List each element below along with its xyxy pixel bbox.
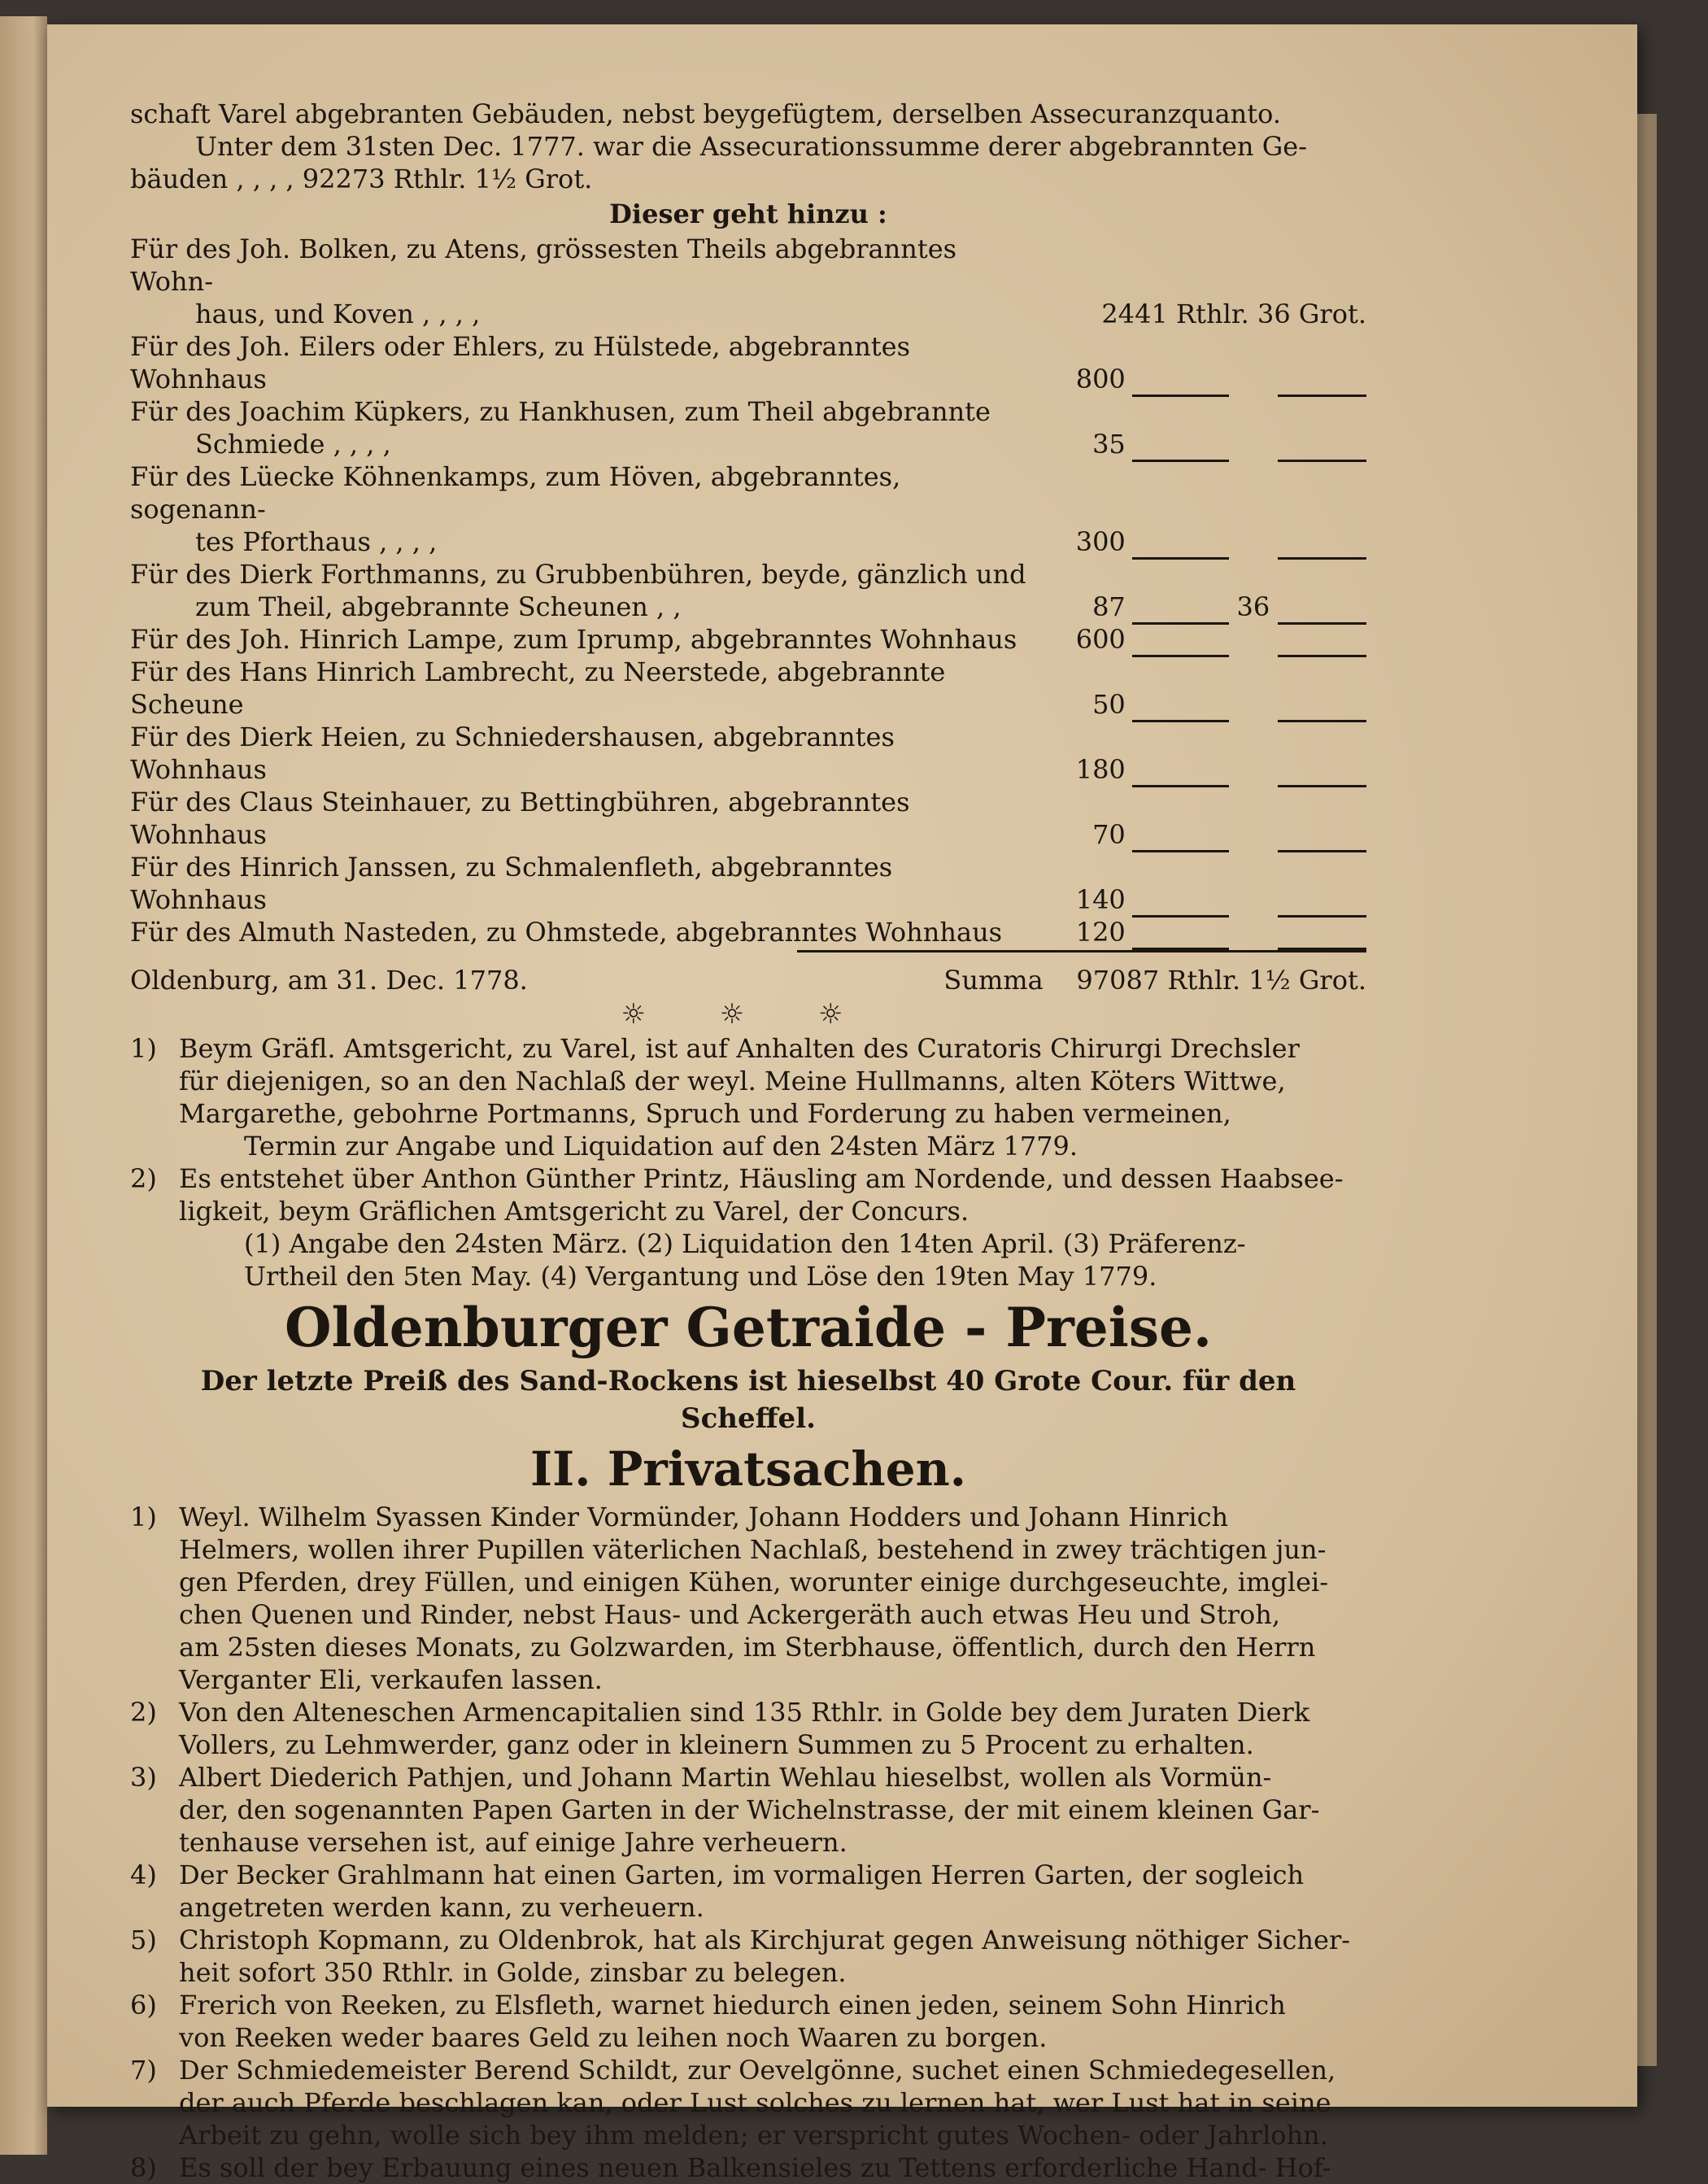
row-description: Für des Lüecke Köhnenkamps, zum Höven, abgebranntes, sogenann- <box>130 461 901 525</box>
row-description: Für des Claus Steinhauer, zu Bettingbühren, abgebranntes Wohnhaus <box>130 787 910 850</box>
dash-rule <box>1278 721 1366 786</box>
row-rthlr: 2441 Rthlr. <box>1101 299 1249 329</box>
row-description: Für des Joachim Küpkers, zu Hankhusen, zum Theil abgebrannte <box>130 396 991 427</box>
row-grot <box>1229 721 1278 786</box>
row-grot <box>1229 916 1278 948</box>
item-number: 4) <box>130 1859 157 1890</box>
header-line: Unter dem 31sten Dec. 1777. war die Assecurationssumme derer abgebrannten Ge- <box>195 131 1307 162</box>
row-description: zum Theil, abgebrannte Scheunen , , <box>195 591 682 622</box>
dash-rule <box>1132 460 1229 558</box>
sum-label: Summa <box>943 964 1044 996</box>
item-line: Verganter Eli, verkaufen lassen. <box>179 1663 603 1695</box>
row-description: Für des Hinrich Janssen, zu Schmalenfleth, abgebranntes Wohnhaus <box>130 852 893 915</box>
table-row <box>130 851 1366 916</box>
dash-rule <box>1132 395 1229 460</box>
row-description: Für des Joh. Bolken, zu Atens, grössesten Theils abgebranntes Wohn- <box>130 233 957 297</box>
list-item <box>130 1162 1366 1293</box>
item-line: Der Becker Grahlmann hat einen Garten, im vormaligen Herren Garten, der sogleich <box>179 1859 1305 1890</box>
sum-place-date: Oldenburg, am 31. Dec. 1778. <box>130 964 528 996</box>
item-line: Margarethe, gebohrne Portmanns, Spruch und Forderung zu haben vermeinen, <box>179 1097 1231 1129</box>
table-row <box>130 395 1366 460</box>
item-line: heit sofort 350 Rthlr. in Golde, zinsbar zu belegen. <box>179 1956 847 1988</box>
item-line: Arbeit zu gehn, wolle sich bey ihm melden; er verspricht gutes Wochen- oder Jahrlohn. <box>179 2119 1328 2151</box>
item-line: Urtheil den 5ten May. (4) Vergantung und Löse den 19ten May 1779. <box>244 1260 1157 1292</box>
page-stack-edge <box>1637 114 1657 2066</box>
item-line: Weyl. Wilhelm Syassen Kinder Vormünder, Johann Hodders und Johann Hinrich <box>179 1501 1229 1532</box>
item-line: Christoph Kopmann, zu Oldenbrok, hat als Kirchjurat gegen Anweisung nöthiger Sicher- <box>179 1924 1351 1955</box>
dash-rule <box>1278 656 1366 721</box>
item-line: ligkeit, beym Gräflichen Amtsgericht zu Varel, der Concurs. <box>179 1195 969 1227</box>
row-grot: 36 Grot. <box>1257 299 1366 329</box>
item-line: chen Quenen und Rinder, nebst Haus- und Ackergeräth auch etwas Heu und Stroh, <box>179 1598 1281 1630</box>
list-item <box>130 1859 1366 1924</box>
item-line: Albert Diederich Pathjen, und Johann Martin Wehlau hieselbst, wollen als Vormün- <box>179 1761 1272 1793</box>
list-item <box>130 1989 1366 2054</box>
row-rthlr: 120 <box>1075 917 1126 948</box>
item-line: tenhause versehen ist, auf einige Jahre verheuern. <box>179 1826 847 1858</box>
table-row <box>130 233 1366 330</box>
row-rthlr: 50 <box>1092 689 1126 720</box>
item-line: Der Schmiedemeister Berend Schildt, zur Oevelgönne, suchet einen Schmiedegesellen, <box>179 2054 1336 2086</box>
grain-prices-title: Oldenburger Getraide - Preise. <box>284 1295 1212 1359</box>
item-line: Frerich von Reeken, zu Elsfleth, warnet hiedurch einen jeden, seinem Sohn Hinrich <box>179 1989 1286 2021</box>
row-rthlr: 600 <box>1075 624 1126 655</box>
row-rthlr: 140 <box>1075 884 1126 915</box>
list-subheading: Dieser geht hinzu : <box>609 198 887 229</box>
row-description: haus, und Koven , , , , <box>195 299 481 329</box>
table-row <box>130 786 1366 851</box>
row-rthlr: 300 <box>1075 526 1126 557</box>
dash-rule <box>1132 330 1229 395</box>
dash-rule <box>1278 623 1366 656</box>
row-rthlr: 70 <box>1092 819 1126 850</box>
dash-rule <box>1278 395 1366 460</box>
list-item <box>130 2054 1366 2151</box>
fire-damage-table <box>130 233 1366 950</box>
item-number: 2) <box>130 1162 157 1194</box>
row-grot <box>1229 851 1278 916</box>
row-rthlr: 180 <box>1075 754 1126 785</box>
dash-rule <box>1278 786 1366 851</box>
list-item <box>130 1501 1366 1696</box>
row-grot <box>1229 460 1278 558</box>
sum-total: 97087 Rthlr. 1½ Grot. <box>1076 964 1366 996</box>
item-line: der, den sogenannten Papen Garten in der Wichelnstrasse, der mit einem kleinen Gar- <box>179 1794 1320 1825</box>
list-item <box>130 1924 1366 1989</box>
dash-rule <box>1278 916 1366 948</box>
item-line: Helmers, wollen ihrer Pupillen väterlichen Nachlaß, bestehend in zwey trächtigen jun- <box>179 1533 1327 1565</box>
item-line: gen Pferden, drey Füllen, und einigen Kühen, worunter einige durchgeseuchte, imglei- <box>179 1566 1329 1598</box>
row-description: Schmiede , , , , <box>195 429 391 460</box>
facing-page-edge <box>0 16 47 2155</box>
item-number: 1) <box>130 1501 157 1532</box>
row-description: tes Pforthaus , , , , <box>195 526 438 557</box>
item-line: von Reeken weder baares Geld zu leihen noch Waaren zu borgen. <box>179 2021 1048 2053</box>
row-description: Für des Dierk Forthmanns, zu Grubbenbühren, beyde, gänzlich und <box>130 559 1026 590</box>
row-grot <box>1229 330 1278 395</box>
item-line: Vollers, zu Lehmwerder, ganz oder in kleinern Summen zu 5 Procent zu erhalten. <box>179 1728 1254 1760</box>
list-item <box>130 1032 1366 1162</box>
dash-rule <box>1278 460 1366 558</box>
row-description: Für des Almuth Nasteden, zu Ohmstede, abgebranntes Wohnhaus <box>130 917 1003 948</box>
header-line: bäuden , , , , 92273 Rthlr. 1½ Grot. <box>130 163 593 194</box>
dash-rule <box>1132 916 1229 948</box>
row-rthlr: 800 <box>1075 364 1126 395</box>
item-line: am 25sten dieses Monats, zu Golzwarden, im Sterbhause, öffentlich, durch den Herrn <box>179 1631 1316 1663</box>
row-grot <box>1229 786 1278 851</box>
item-line: Termin zur Angabe und Liquidation auf den 24sten März 1779. <box>244 1130 1078 1162</box>
row-description: Für des Hans Hinrich Lambrecht, zu Neerstede, abgebrannte Scheune <box>130 656 946 720</box>
item-number: 3) <box>130 1761 157 1793</box>
item-number: 5) <box>130 1924 157 1955</box>
table-row <box>130 656 1366 721</box>
dash-rule <box>1278 330 1366 395</box>
item-line: für diejenigen, so an den Nachlaß der weyl. Meine Hullmanns, alten Köters Wittwe, <box>179 1065 1286 1096</box>
row-description: Für des Dierk Heien, zu Schniedershausen, abgebranntes Wohnhaus <box>130 721 895 785</box>
section-title: II. Privatsachen. <box>530 1441 966 1497</box>
list-item <box>130 1696 1366 1761</box>
dash-rule <box>1278 558 1366 623</box>
list-item <box>130 2151 1366 2184</box>
page-content <box>130 98 1366 2184</box>
dash-rule <box>1132 623 1229 656</box>
item-line: Von den Alteneschen Armencapitalien sind 135 Rthlr. in Golde bey dem Juraten Dierk <box>179 1696 1310 1728</box>
sum-line <box>130 964 1366 996</box>
table-row <box>130 330 1366 395</box>
dash-rule <box>1278 851 1366 916</box>
item-number: 8) <box>130 2151 157 2183</box>
row-description: Für des Joh. Eilers oder Ehlers, zu Hülstede, abgebranntes Wohnhaus <box>130 331 911 395</box>
header-text <box>130 98 1366 195</box>
item-number: 7) <box>130 2054 157 2086</box>
row-grot <box>1229 623 1278 656</box>
dash-rule <box>1132 558 1229 623</box>
item-line: angetreten werden kann, zu verheuern. <box>179 1891 704 1923</box>
court-notices <box>130 1032 1366 1293</box>
item-line: Es entstehet über Anthon Günther Printz, Häusling am Nordende, und dessen Haabsee- <box>179 1162 1344 1194</box>
item-number: 6) <box>130 1989 157 2021</box>
list-item <box>130 1761 1366 1859</box>
grain-prices-text: Der letzte Preiß des Sand-Rockens ist hieselbst 40 Grote Cour. für den Scheffel. <box>200 1364 1296 1435</box>
row-grot <box>1229 395 1278 460</box>
header-line: schaft Varel abgebranten Gebäuden, nebst beygefügtem, derselben Assecuranzquanto. <box>130 98 1281 129</box>
table-row <box>130 721 1366 786</box>
dash-rule <box>1132 851 1229 916</box>
table-row <box>130 916 1366 948</box>
dash-rule <box>1132 786 1229 851</box>
item-line: Es soll der bey Erbauung eines neuen Balkensieles zu Tettens erforderliche Hand- Hof- <box>179 2151 1331 2183</box>
dash-rule <box>1132 656 1229 721</box>
item-line: Beym Gräfl. Amtsgericht, zu Varel, ist auf Anhalten des Curatoris Chirurgi Drechsler <box>179 1032 1300 1064</box>
item-number: 2) <box>130 1696 157 1728</box>
item-number: 1) <box>130 1032 157 1064</box>
sum-rule <box>797 950 1366 956</box>
sun-ornaments: ☼ ☼ ☼ <box>621 997 876 1031</box>
private-notices <box>130 1501 1366 2184</box>
item-line: der auch Pferde beschlagen kan, oder Lust solches zu lernen hat, wer Lust hat in seine <box>179 2086 1331 2118</box>
row-rthlr: 87 <box>1092 591 1126 622</box>
dash-rule <box>1132 721 1229 786</box>
table-row <box>130 460 1366 558</box>
row-description: Für des Joh. Hinrich Lampe, zum Iprump, abgebranntes Wohnhaus <box>130 624 1017 655</box>
item-line: (1) Angabe den 24sten März. (2) Liquidation den 14ten April. (3) Präferenz- <box>244 1227 1246 1259</box>
row-rthlr: 35 <box>1092 429 1126 460</box>
row-grot <box>1229 656 1278 721</box>
row-grot: 36 <box>1236 591 1270 622</box>
table-row <box>130 558 1366 623</box>
table-row <box>130 623 1366 656</box>
